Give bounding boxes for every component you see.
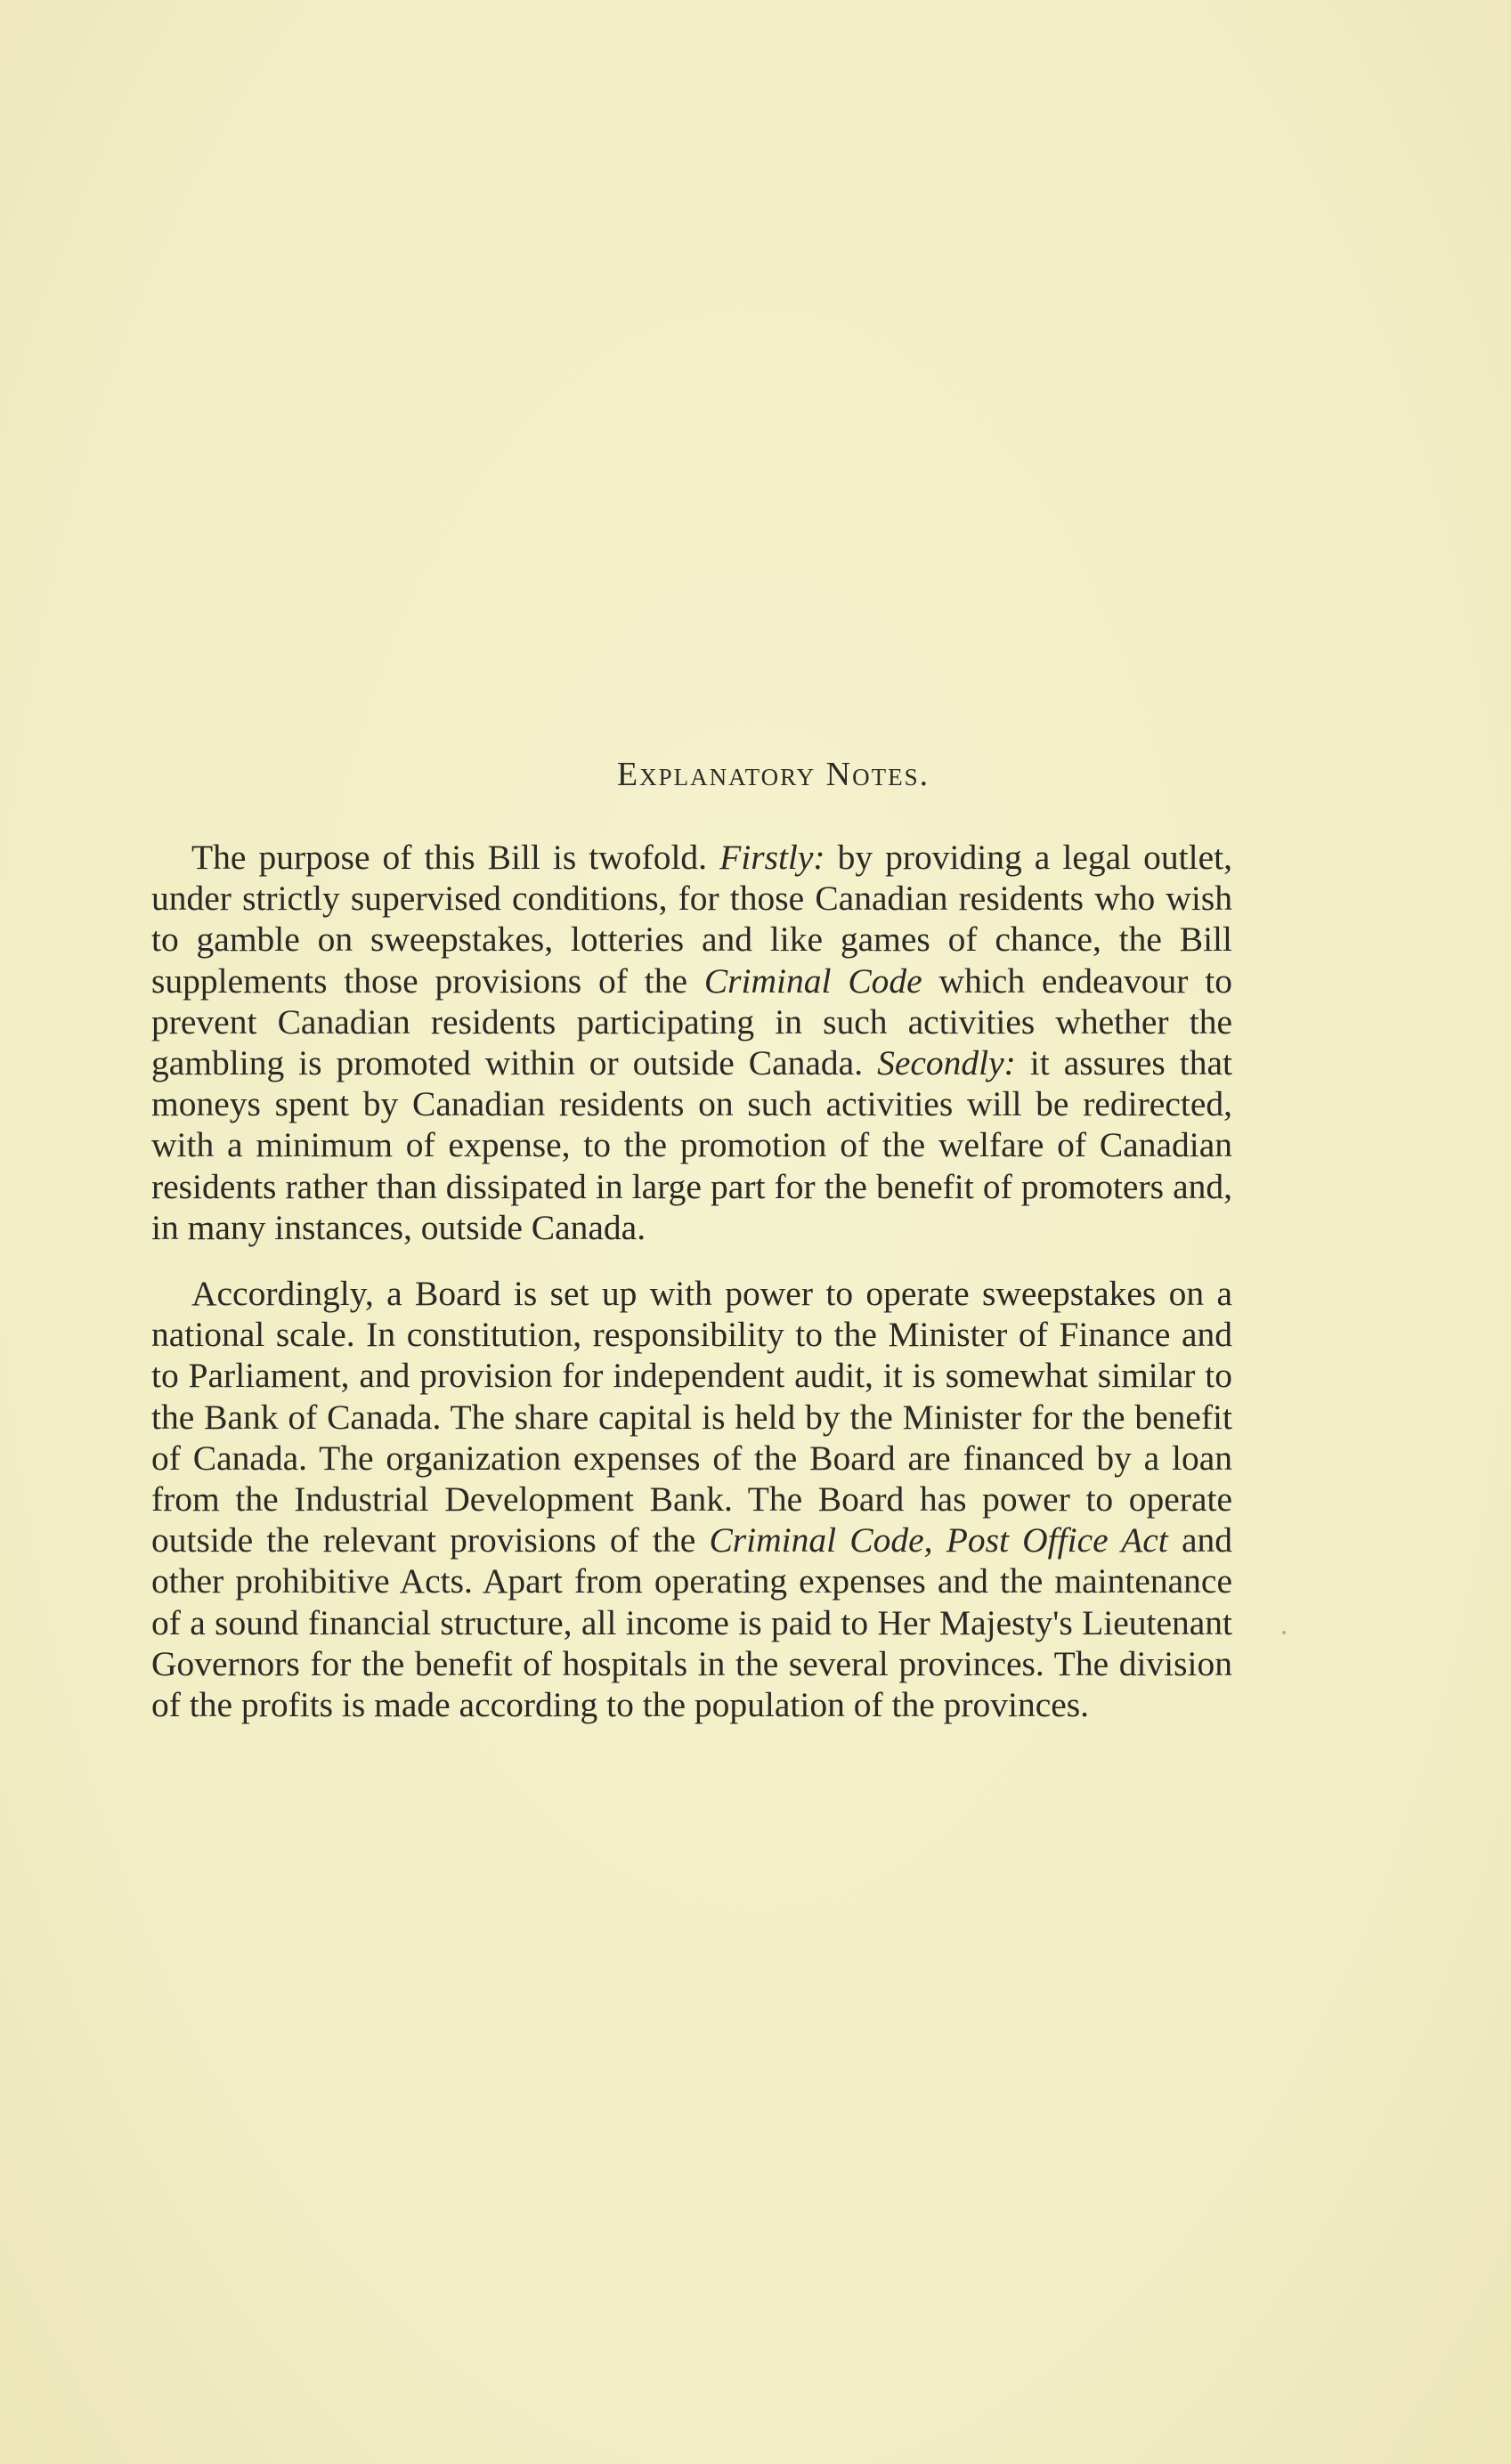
paragraph-board <box>151 1273 1232 1725</box>
text-segment: The purpose of this Bill is twofold. <box>191 838 720 877</box>
text-segment: by providing a legal outlet, under strictly supervised conditions, for those Canadian residents who wish to gamble on sweepstakes, lotteries and like games of chance, the Bill supplements those provisions of the <box>151 838 1233 1001</box>
text-segment-italic: Criminal Code, Post Office Act <box>709 1520 1168 1560</box>
section-heading: Explanatory Notes. <box>616 756 930 793</box>
text-segment: and other prohibitive Acts. Apart from operating expenses and the maintenance of a sound financial structure, all income is paid to Her Majesty's Lieutenant Governors for the benefit of hospitals in the several provinces. The division of the profits is made according to the population of the provinces. <box>151 1520 1232 1725</box>
paragraph-purpose <box>151 837 1232 1248</box>
text-segment-italic: Secondly: <box>877 1043 1016 1083</box>
paper-speck <box>1282 1631 1286 1634</box>
text-segment: it assures that moneys spent by Canadian residents on such activities will be redirected, with a minimum of expense, to the promotion of the welfare of Canadian residents rather than dissipated in large part for the benefit of promoters and, in many instances, outside Canada. <box>151 1043 1232 1247</box>
text-segment: Accordingly, a Board is set up with power to operate sweepstakes on a national scale. In constitution, responsibility to the Minister of Finance and to Parliament, and provision for independent audit, it is somewhat similar to the Bank of Canada. The share capital is held by the Minister for the benefit of Canada. The organization expenses of the Board are financed by a loan from the Industrial Development Bank. The Board has power to operate outside the relevant provisions of the <box>151 1274 1232 1560</box>
notes-body <box>151 837 1232 1750</box>
text-segment: which endeavour to prevent Canadian residents participating in such activities whether the gambling is promoted within or outside Canada. <box>151 960 1232 1083</box>
text-segment-italic: Firstly: <box>719 838 825 877</box>
text-segment-italic: Criminal Code <box>703 960 922 1001</box>
